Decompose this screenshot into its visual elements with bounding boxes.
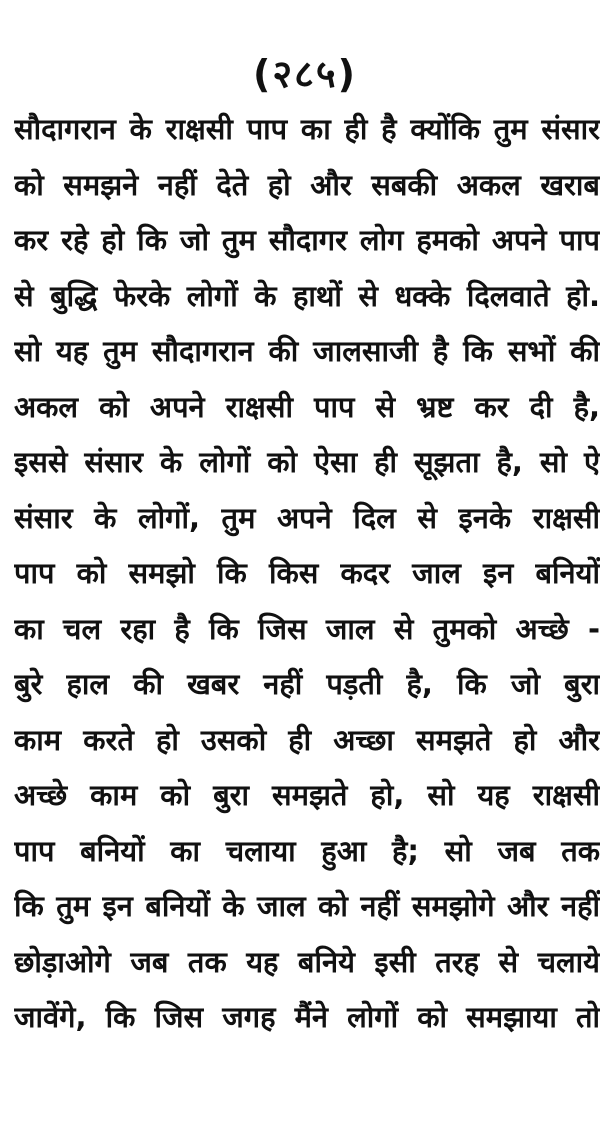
- text-line-12: काम करते हो उसको ही अच्छा समझते हो और: [14, 722, 600, 757]
- page-number: (२८५): [252, 52, 357, 96]
- text-line-14: पाप बनियों का चलाया हुआ है; सो जब तक: [14, 833, 600, 868]
- text-line-15: कि तुम इन बनियों के जाल को नहीं समझोगे और नहीं: [14, 889, 600, 923]
- text-line-16: छोड़ाओगे जब तक यह बनिये इसी तरह से चलाये: [14, 944, 600, 979]
- text-line-5: सो यह तुम सौदागरान की जालसाजी है कि सभों की: [14, 334, 600, 368]
- body-text: [14, 102, 600, 1046]
- text-line-1: सौदागरान के राक्षसी पाप का ही है क्योंकि तुम संसार: [14, 112, 600, 146]
- text-line-13: अच्छे काम को बुरा समझते हो, सो यह राक्षसी: [14, 778, 600, 812]
- text-line-6: अकल को अपने राक्षसी पाप से भ्रष्ट कर दी है,: [14, 389, 600, 424]
- text-line-11: बुरे हाल की खबर नहीं पड़ती है, कि जो बुरा: [14, 667, 600, 701]
- text-line-4: से बुद्धि फेरके लोगों के हाथों से धक्के दिलवाते हो.: [14, 278, 600, 313]
- text-line-9: पाप को समझो कि किस कदर जाल इन बनियों: [14, 556, 600, 590]
- text-line-10: का चल रहा है कि जिस जाल से तुमको अच्छे -: [14, 611, 600, 646]
- text-line-3: कर रहे हो कि जो तुम सौदागर लोग हमको अपने पाप: [14, 223, 600, 257]
- text-line-17: जावेंगे, कि जिस जगह मैंने लोगों को समझाया तो: [14, 1000, 600, 1034]
- text-line-8: संसार के लोगों, तुम अपने दिल से इनके राक्षसी: [14, 500, 600, 535]
- text-line-7: इससे संसार के लोगों को ऐसा ही सूझता है, सो ऐ: [14, 445, 600, 479]
- text-line-2: को समझने नहीं देते हो और सबकी अकल खराब: [14, 167, 600, 202]
